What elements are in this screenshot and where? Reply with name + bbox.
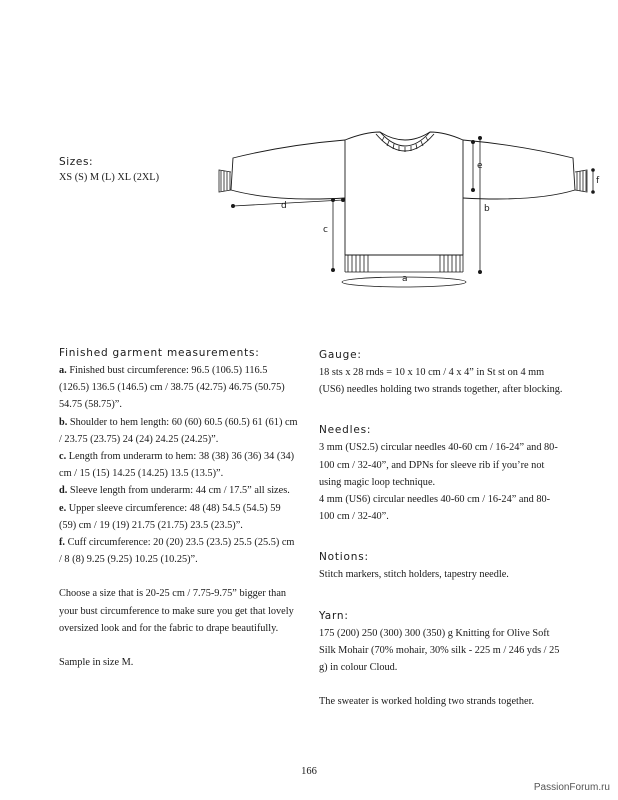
- measurements-section: [59, 347, 299, 671]
- measurement-item: [59, 500, 299, 534]
- measurement-text: Upper sleeve circumference: 48 (48) 54.5 (54.5) 59 (59) cm / 19 (19) 21.75 (21.75) 23.5 (23.5)”.: [59, 502, 281, 531]
- left-sleeve-outline: [231, 140, 345, 199]
- measurements-list: [59, 362, 299, 671]
- needles-heading: Needles:: [319, 424, 372, 437]
- measurement-key: d.: [59, 485, 68, 497]
- notions-text: Stitch markers, stitch holders, tapestry needle.: [319, 569, 509, 581]
- right-cuff-rib: [575, 170, 587, 192]
- needles-line-1: 3 mm (US2.5) circular needles 40-60 cm / 16-24” and 80-100 cm / 32-40”, and DPNs for sleeve rib if you’re not using magic loop technique.: [319, 442, 558, 488]
- neck-rib: [382, 137, 428, 152]
- needles-line-2: 4 mm (US6) circular needles 40-60 cm / 16-24” and 80-100 cm / 32-40”.: [319, 494, 551, 523]
- measurement-key: c.: [59, 451, 67, 463]
- sweater-body-outline: [345, 132, 463, 255]
- measurement-item: [59, 534, 299, 568]
- page-number: 166: [301, 766, 317, 777]
- left-cuff-rib: [219, 170, 231, 192]
- measurement-text: Cuff circumference: 20 (20) 23.5 (23.5) 25.5 (25.5) cm / 8 (8) 9.25 (9.25) 10.25 (10.25)”.: [59, 537, 295, 566]
- label-e: e: [477, 161, 483, 171]
- label-d: d: [281, 201, 287, 211]
- yarn-note: The sweater is worked holding two strands together.: [319, 696, 535, 708]
- measurement-item: [59, 448, 299, 482]
- label-f: f: [596, 176, 600, 186]
- measurements-heading: Finished garment measurements:: [59, 347, 260, 359]
- hem-rib: [348, 255, 460, 272]
- gauge-heading: Gauge:: [319, 349, 362, 361]
- measure-d-line: [233, 200, 343, 206]
- yarn-section: [319, 610, 564, 711]
- label-c: c: [323, 225, 328, 235]
- yarn-heading: Yarn:: [319, 609, 349, 622]
- sweater-schematic: [215, 120, 605, 295]
- measurement-text: Length from underarm to hem: 38 (38) 36 (36) 34 (34) cm / 15 (15) 14.25 (14.25) 13.5 (13.5)”.: [59, 451, 295, 480]
- needles-section: [319, 424, 564, 525]
- measurement-text: Sleeve length from underarm: 44 cm / 17.5” all sizes.: [69, 485, 290, 497]
- gauge-text: 18 sts x 28 rnds = 10 x 10 cm / 4 x 4” in St st on 4 mm (US6) needles holding two strands together, after blocking.: [319, 367, 563, 396]
- materials-column: [319, 349, 564, 710]
- measurement-text: Shoulder to hem length: 60 (60) 60.5 (60.5) 61 (61) cm / 23.75 (23.75) 24 (24) 24.25 (24.25)”.: [59, 416, 298, 445]
- measurement-item: [59, 362, 299, 414]
- measurement-item: [59, 482, 299, 499]
- size-choice-note: Choose a size that is 20-25 cm / 7.75-9.75” bigger than your bust circumference to make sure you get that lovely oversized look and for the fabric to drape beautifully.: [59, 588, 294, 634]
- measurement-text: Finished bust circumference: 96.5 (106.5) 116.5 (126.5) 136.5 (146.5) cm / 38.75 (42.75) 46.75 (50.75) 54.75 (58.75)”.: [59, 365, 285, 411]
- measurement-key: f.: [59, 537, 66, 549]
- gauge-section: [319, 349, 564, 398]
- label-a: a: [402, 274, 408, 284]
- notions-heading: Notions:: [319, 551, 369, 564]
- sample-size-note: Sample in size M.: [59, 657, 134, 669]
- measurement-key: e.: [59, 502, 67, 514]
- measurement-item: [59, 414, 299, 448]
- measurement-key: b.: [59, 416, 68, 428]
- sizes-values: XS (S) M (L) XL (2XL): [59, 172, 159, 183]
- notions-section: [319, 551, 564, 583]
- label-b: b: [484, 204, 490, 214]
- sizes-heading: Sizes:: [59, 156, 94, 168]
- watermark: PassionForum.ru: [533, 782, 610, 793]
- yarn-text: 175 (200) 250 (300) 300 (350) g Knitting for Olive Soft Silk Mohair (70% mohair, 30% silk - 225 m / 246 yds / 25 g) in colour Cloud.: [319, 627, 560, 674]
- measurement-key: a.: [59, 365, 67, 376]
